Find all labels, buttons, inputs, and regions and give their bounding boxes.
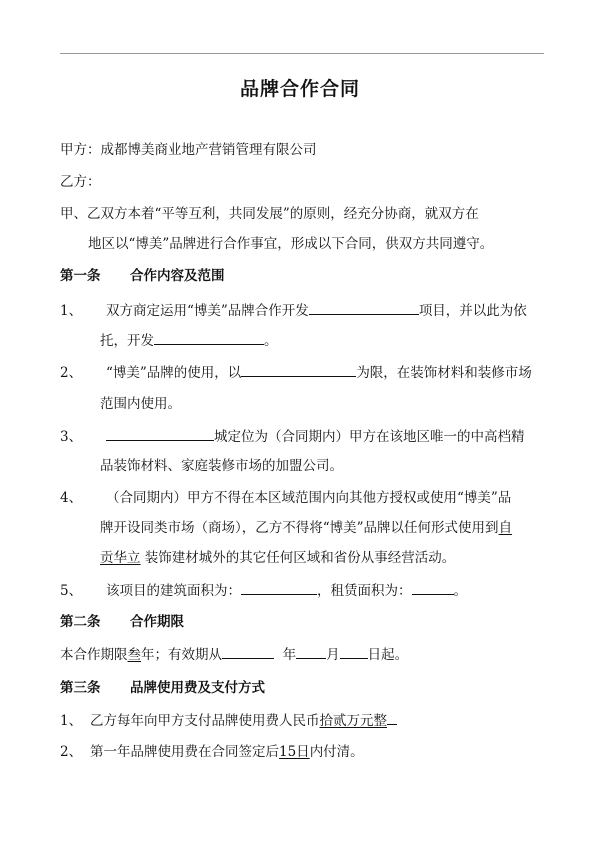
- clause-text: 该项目的建筑面积为：: [106, 583, 241, 599]
- article-2-number: 第二条: [60, 614, 101, 630]
- clause-text: 项目，并以此为依: [418, 303, 527, 319]
- clause-3-1: [60, 710, 397, 731]
- clause-text: 第一年品牌使用费在合同签定后: [90, 744, 279, 760]
- underlined-text: 15日: [279, 744, 310, 760]
- clause-number: 2、: [60, 744, 83, 760]
- party-a: 甲方：成都博美商业地产营销管理有限公司: [60, 142, 317, 158]
- clause-1-4-cont: [100, 518, 512, 538]
- clause-number: 2、: [60, 365, 83, 381]
- clause-text: 。: [264, 333, 278, 349]
- blank-start-day[interactable]: [340, 644, 368, 659]
- clause-1-4-cont-2: [100, 548, 455, 568]
- party-b: 乙方：: [60, 174, 101, 190]
- clause-text: 月: [326, 647, 340, 663]
- underlined-text: 自: [498, 520, 513, 536]
- underlined-text: 贡华立: [100, 550, 141, 566]
- blank-development[interactable]: [154, 330, 264, 345]
- clause-text: 双方商定运用“博美”品牌合作开发: [106, 303, 309, 319]
- clause-1-2: [60, 362, 532, 383]
- underlined-text: 叁: [127, 647, 141, 663]
- clause-text: ，租赁面积为：: [317, 583, 412, 599]
- clause-number: 3、: [60, 429, 83, 445]
- clause-text: （合同期内）甲方不得在本区域范围内向其他方授权或使用“博美”品: [106, 490, 512, 506]
- clause-1-1: [60, 300, 527, 321]
- article-3-title: 品牌使用费及支付方式: [130, 680, 265, 696]
- article-3-heading: [60, 678, 265, 698]
- clause-text: 城定位为（合同期内）甲方在该地区唯一的中高档精: [214, 429, 525, 445]
- clause-text: 为限，在装饰材料和装修市场: [356, 365, 532, 381]
- clause-1-4: [60, 488, 511, 508]
- blank-project-name[interactable]: [309, 300, 419, 315]
- intro-line-2: 地区以“博美”品牌进行合作事宜，形成以下合同，供双方共同遵守。: [88, 236, 494, 252]
- header-rule: [60, 53, 544, 54]
- blank-start-month[interactable]: [296, 644, 326, 659]
- article-1-title: 合作内容及范围: [130, 268, 225, 284]
- clause-1-1-cont: [100, 330, 278, 351]
- article-2-title: 合作期限: [130, 614, 184, 630]
- clause-1-3-cont: 品装饰材料、家庭装修市场的加盟公司。: [100, 458, 343, 474]
- article-2-text: [60, 644, 408, 665]
- clause-text: “博美”品牌的使用，以: [106, 365, 242, 381]
- underlined-text: 拾贰万元整: [319, 713, 387, 729]
- article-1-number: 第一条: [60, 268, 101, 284]
- intro-line-1: 甲、乙双方本着“平等互利，共同发展”的原则，经充分协商，就双方在: [60, 206, 479, 222]
- underline-tail: [387, 710, 397, 725]
- clause-text: 内付清。: [309, 744, 364, 760]
- clause-text: 本合作期限: [60, 647, 128, 663]
- clause-number: 1、: [60, 713, 83, 729]
- clause-text: 乙方每年向甲方支付品牌使用费人民币: [90, 713, 320, 729]
- blank-city-name[interactable]: [106, 426, 214, 441]
- article-2-heading: [60, 612, 184, 632]
- clause-text: 日起。: [367, 647, 409, 663]
- clause-text: 托，开发: [100, 333, 154, 349]
- clause-number: 5、: [60, 583, 83, 599]
- clause-3-2: [60, 742, 364, 762]
- blank-limit[interactable]: [241, 362, 356, 377]
- clause-1-5: [60, 580, 467, 601]
- clause-text: 年；有效期从: [141, 647, 222, 663]
- clause-1-3: [60, 426, 525, 447]
- blank-lease-area[interactable]: [412, 580, 454, 595]
- blank-start-year[interactable]: [222, 644, 274, 659]
- blank-building-area[interactable]: [241, 580, 317, 595]
- clause-text: 。: [453, 583, 467, 599]
- article-1-heading: [60, 266, 225, 286]
- article-3-number: 第三条: [60, 680, 101, 696]
- clause-text: 牌开设同类市场（商场），乙方不得将“博美”品牌以任何形式使用到: [100, 520, 499, 536]
- clause-1-2-cont: 范围内使用。: [100, 396, 181, 412]
- clause-number: 4、: [60, 490, 83, 506]
- clause-text: 年: [282, 647, 297, 663]
- clause-text: 装饰建材城外的其它任何区域和省份从事经营活动。: [144, 550, 456, 566]
- clause-number: 1、: [60, 303, 83, 319]
- contract-title: 品牌合作合同: [239, 78, 360, 100]
